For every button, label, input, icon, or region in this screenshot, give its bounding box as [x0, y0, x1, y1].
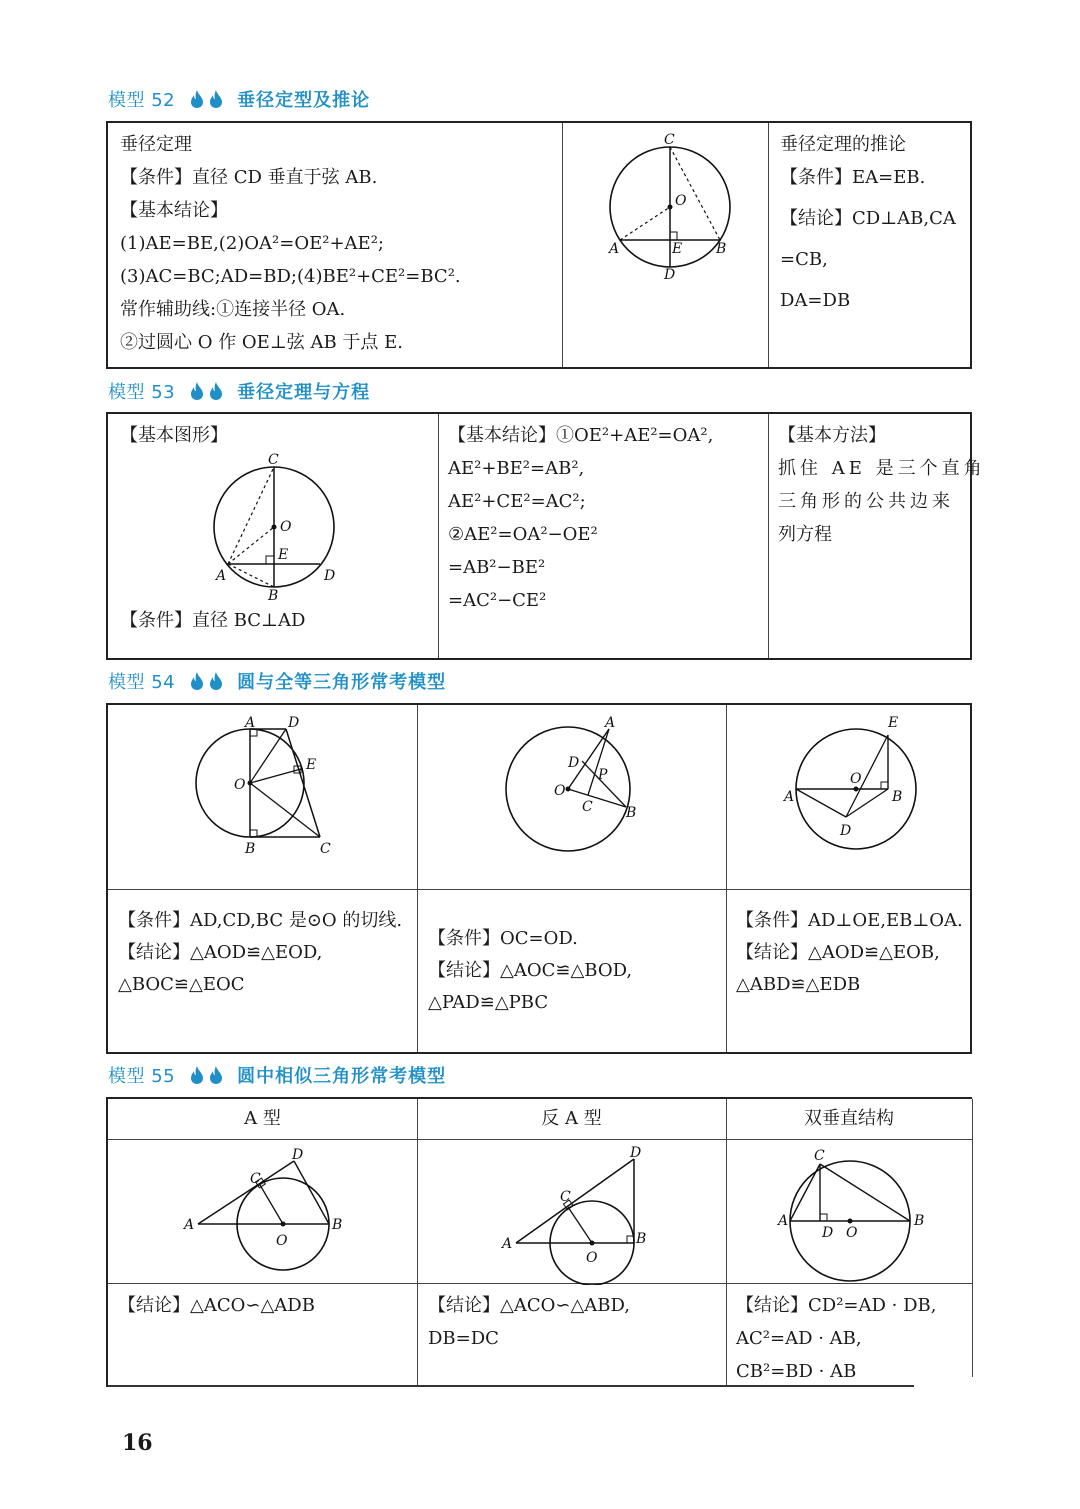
point-label: A [609, 241, 620, 257]
point-label: C [320, 841, 331, 857]
point-label: O [850, 771, 862, 787]
point-label: B [892, 789, 903, 805]
flame-icon [189, 1065, 205, 1085]
point-label: B [914, 1213, 925, 1229]
model-number: 模型 55 [108, 1066, 176, 1087]
flame-icon [189, 89, 205, 109]
point-label: C [268, 452, 279, 468]
point-label: D [288, 715, 300, 731]
point-label: B [245, 841, 256, 857]
m54-perpendicular-diagram [778, 711, 928, 861]
model-number: 模型 54 [108, 672, 176, 693]
m55-header-reverse-a: 反 A 型 [541, 1108, 602, 1129]
m53-conclusions: 【基本结论】①OE²+AE²=OA², AE²+BE²=AB², AE²+CE²=AC²; ②AE²=OA²−OE² =AB²−BE² =AC²−CE² [448, 425, 714, 611]
model-number: 模型 53 [108, 382, 176, 403]
model-54-heading [108, 666, 446, 696]
point-label: D [292, 1147, 304, 1163]
point-label: B [626, 805, 637, 821]
flame-icon [208, 381, 224, 401]
point-label: A [784, 789, 795, 805]
model-number: 模型 52 [108, 90, 176, 111]
point-label: O [276, 1233, 288, 1249]
point-label: B [332, 1217, 343, 1233]
model-52-heading [108, 84, 370, 114]
m52-corollary-text: 垂径定理的推论 【条件】EA=EB. 【结论】CD⊥AB,CA =CB, DA=DB [780, 134, 956, 311]
point-label: O [234, 777, 246, 793]
point-label: D [568, 755, 580, 771]
point-label: D [840, 823, 852, 839]
point-label: E [888, 715, 899, 731]
point-label: P [598, 767, 608, 783]
model-53-table [106, 412, 986, 660]
model-55-table [106, 1097, 972, 1387]
page-number: 16 [122, 1430, 153, 1456]
m53-circle-diagram [206, 452, 346, 602]
flame-icons [189, 89, 227, 109]
m55-c1-text: 【结论】△ACO∽△ADB [118, 1295, 315, 1316]
m55-header-double-perp: 双垂直结构 [804, 1108, 894, 1129]
point-label: A [245, 715, 256, 731]
flame-icons [189, 671, 227, 691]
model-title: 垂径定型及推论 [237, 90, 371, 111]
point-label: D [664, 267, 676, 279]
point-label: E [278, 547, 289, 563]
point-label: O [675, 193, 687, 209]
m53-figure-title: 【基本图形】 [120, 425, 228, 446]
point-label: O [846, 1225, 858, 1241]
point-label: O [554, 783, 566, 799]
model-title: 垂径定理与方程 [237, 382, 371, 403]
flame-icons [189, 1065, 227, 1085]
point-label: A [778, 1213, 789, 1229]
m52-theorem-text: 垂径定理 【条件】直径 CD 垂直于弦 AB. 【基本结论】 (1)AE=BE,(2)OA²=OE²+AE²; (3)AC=BC;AD=BD;(4)BE²+CE²=BC². 常作辅助线:①连接半径 OA. ②过圆心 O 作 OE⊥弦 AB 于点 E. [120, 134, 461, 353]
m54-c1-text: 【条件】AD,CD,BC 是⊙O 的切线. 【结论】△AOD≌△EOD, △BOC≌△EOC [118, 910, 403, 995]
flame-icon [189, 381, 205, 401]
point-label: A [184, 1217, 195, 1233]
flame-icons [189, 381, 227, 401]
point-label: D [822, 1225, 834, 1241]
point-label: D [630, 1145, 642, 1161]
point-label: B [268, 588, 279, 602]
m55-c2-text: 【结论】△ACO∽△ABD, DB=DC [428, 1295, 631, 1349]
m55-header-a: A 型 [244, 1108, 281, 1129]
point-label: C [814, 1148, 825, 1164]
point-label: A [216, 568, 227, 584]
m55-reverse-a-diagram [494, 1145, 664, 1285]
point-label: A [502, 1236, 513, 1252]
m53-condition: 【条件】直径 BC⊥AD [120, 610, 306, 631]
point-label: E [672, 241, 683, 257]
m54-chord-diagram [496, 711, 646, 861]
model-53-heading [108, 376, 370, 406]
m54-c3-text: 【条件】AD⊥OE,EB⊥OA. 【结论】△AOD≌△EOB, △ABD≌△EDB [736, 910, 963, 995]
m54-c2-text: 【条件】OC=OD. 【结论】△AOC≌△BOD, △PAD≌△PBC [428, 928, 633, 1013]
point-label: D [324, 568, 336, 584]
flame-icon [208, 1065, 224, 1085]
m54-tangent-diagram [188, 711, 338, 861]
point-label: A [605, 715, 616, 731]
model-title: 圆中相似三角形常考模型 [237, 1066, 447, 1087]
model-52-table [106, 121, 972, 369]
model-54-table [106, 703, 972, 1054]
flame-icon [189, 671, 205, 691]
model-title: 圆与全等三角形常考模型 [237, 672, 447, 693]
point-label: C [250, 1171, 261, 1187]
m55-a-type-diagram [178, 1145, 348, 1275]
m53-method: 【基本方法】 抓住 AE 是三个直角 三角形的公共边来 列方程 [778, 425, 986, 545]
m55-double-perp-diagram [776, 1145, 936, 1285]
model-55-heading [108, 1060, 446, 1090]
point-label: B [716, 241, 727, 257]
point-label: C [664, 132, 675, 148]
point-label: C [560, 1189, 571, 1205]
point-label: O [280, 519, 292, 535]
point-label: B [636, 1231, 647, 1247]
m52-circle-diagram [600, 129, 740, 279]
m55-c3-text: 【结论】CD²=AD · DB, AC²=AD · AB, CB²=BD · AB [736, 1295, 937, 1382]
point-label: O [586, 1250, 598, 1266]
flame-icon [208, 671, 224, 691]
point-label: E [306, 757, 317, 773]
flame-icon [208, 89, 224, 109]
point-label: C [582, 799, 593, 815]
